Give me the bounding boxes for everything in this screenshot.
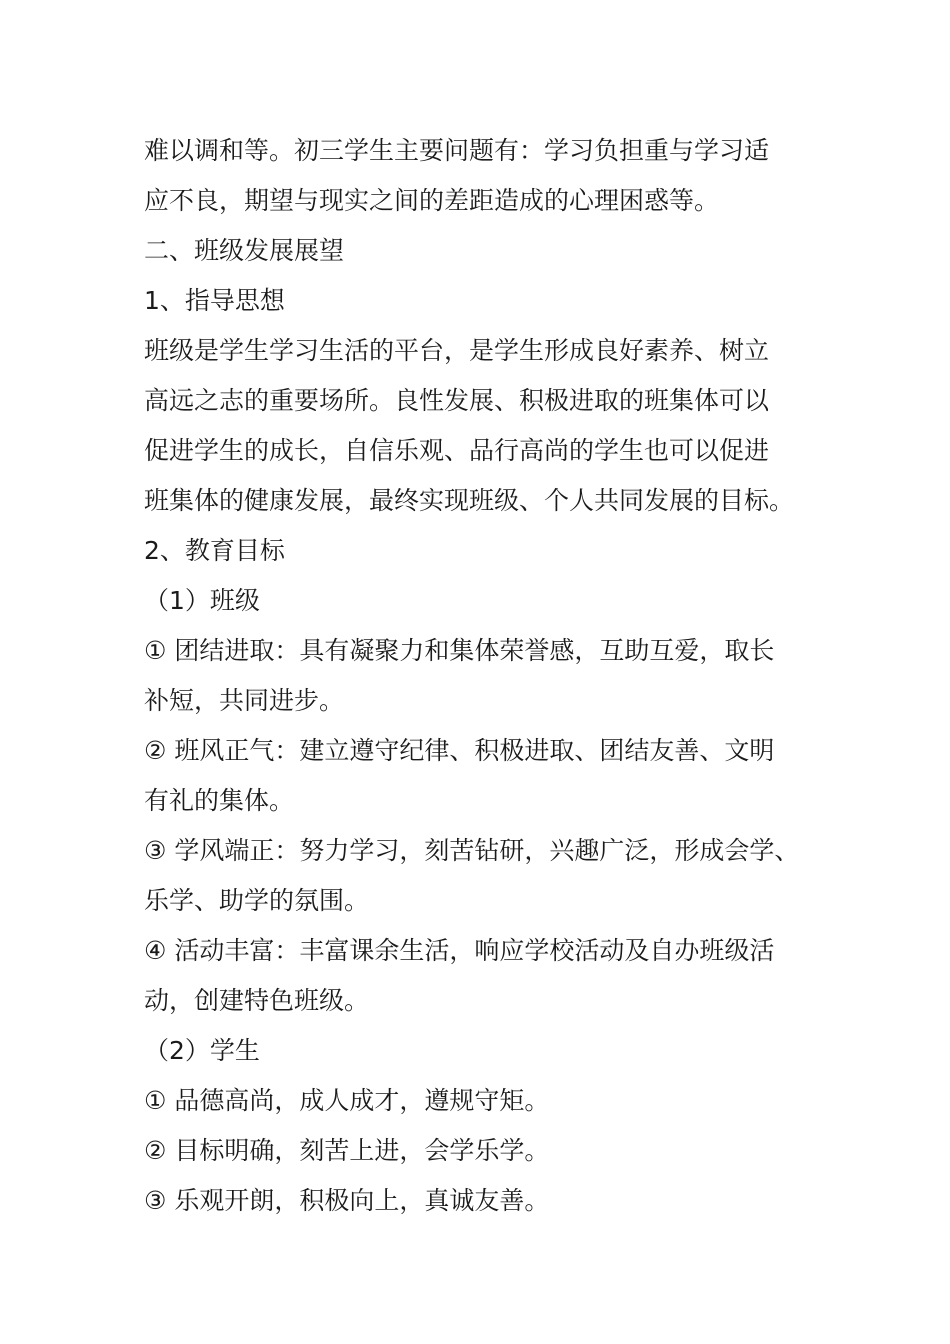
list-item: ① 品德高尚，成人成才，遵规守矩。 (144, 1086, 550, 1115)
text-line: 班级是学生学习生活的平台，是学生形成良好素养、树立 (144, 336, 770, 365)
list-item: ② 班风正气：建立遵守纪律、积极进取、团结友善、文明 (144, 736, 775, 765)
text-line: 应不良，期望与现实之间的差距造成的心理困惑等。 (144, 186, 720, 215)
list-item: ① 团结进取：具有凝聚力和集体荣誉感，互助互爱，取长 (144, 636, 775, 665)
list-item-continuation: 动，创建特色班级。 (144, 986, 370, 1015)
list-item-continuation: 乐学、助学的氛围。 (144, 886, 370, 915)
list-item: ② 目标明确，刻苦上进，会学乐学。 (144, 1136, 550, 1165)
list-item-continuation: 有礼的集体。 (144, 786, 295, 815)
subsection-heading: 1、指导思想 (144, 286, 285, 315)
subsection-heading: （1）班级 (144, 586, 260, 615)
text-line: 促进学生的成长，自信乐观、品行高尚的学生也可以促进 (144, 436, 770, 465)
list-item: ③ 学风端正：努力学习，刻苦钻研，兴趣广泛，形成会学、 (144, 836, 800, 865)
subsection-heading: 2、教育目标 (144, 536, 285, 565)
section-heading: 二、班级发展展望 (144, 236, 345, 265)
text-line: 难以调和等。初三学生主要问题有：学习负担重与学习适 (144, 136, 770, 165)
list-item: ③ 乐观开朗，积极向上，真诚友善。 (144, 1186, 550, 1215)
text-line: 班集体的健康发展，最终实现班级、个人共同发展的目标。 (144, 486, 795, 515)
list-item: ④ 活动丰富：丰富课余生活，响应学校活动及自办班级活 (144, 936, 775, 965)
subsection-heading: （2）学生 (144, 1036, 260, 1065)
document-body (144, 126, 834, 1226)
text-line: 高远之志的重要场所。良性发展、积极进取的班集体可以 (144, 386, 770, 415)
list-item-continuation: 补短，共同进步。 (144, 686, 345, 715)
